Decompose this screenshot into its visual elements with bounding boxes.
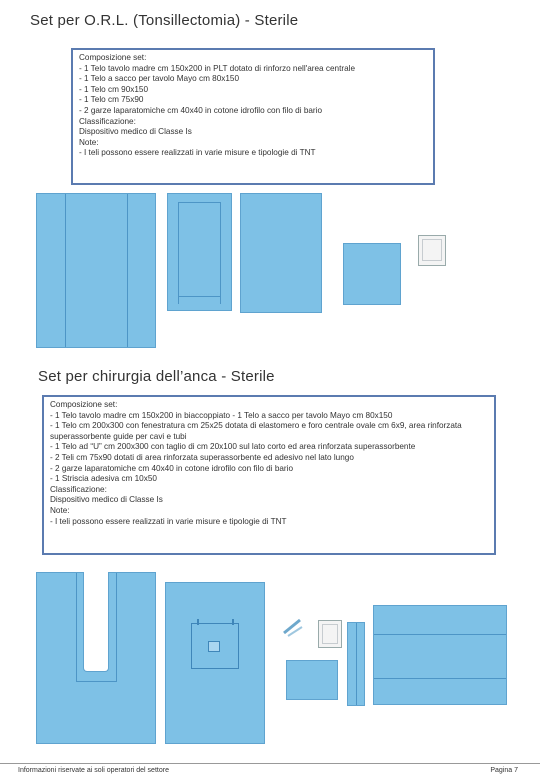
section2-line: Composizione set: xyxy=(50,400,118,409)
section2-line: - 1 Telo tavolo madre cm 150x200 in biaccoppiato - 1 Telo a sacco per tavolo Mayo cm 80x150 xyxy=(50,410,393,420)
section1-line: - 2 garze laparatomiche cm 40x40 in cotone idrofilo con filo di bario xyxy=(79,105,323,115)
gauze-image xyxy=(418,235,446,266)
page-number: Pagina 7 xyxy=(490,767,518,774)
section2-line: - 2 Teli cm 75x90 dotati di area rinforzata superassorbente ed adesivo nel lato lungo xyxy=(50,452,354,462)
section1-line: - 1 Telo cm 75x90 xyxy=(79,95,144,105)
footer-divider xyxy=(0,763,540,764)
section2-line: - 1 Striscia adesiva cm 10x50 xyxy=(50,474,157,484)
section2-line: Note: xyxy=(50,505,70,515)
section2-line: - 1 Telo ad “U” cm 200x300 con taglio di cm 20x100 sul lato corto ed area rinforzata superassorbente xyxy=(50,442,416,452)
section1-line: Dispositivo medico di Classe Is xyxy=(79,127,192,137)
section1-line: - 1 Telo a sacco per tavolo Mayo cm 80x150 xyxy=(79,74,240,84)
section1-line: Note: xyxy=(79,137,99,147)
footer-notice: Informazioni riservate ai soli operatori del settore xyxy=(18,767,169,774)
section1-line: - 1 Telo cm 90x150 xyxy=(79,84,149,94)
section2-line: - 2 garze laparatomiche cm 40x40 in cotone idrofilo con filo di bario xyxy=(50,463,294,473)
drape-75x90-image xyxy=(343,243,401,305)
section1-line: - 1 Telo tavolo madre cm 150x200 in PLT dotato di rinforzo nell'area centrale xyxy=(79,63,355,73)
u-drape-image xyxy=(36,572,156,744)
drape-90x150-image xyxy=(240,193,322,313)
section1-title: Set per O.R.L. (Tonsillectomia) - Sterile xyxy=(30,12,299,29)
drape-75x90-image-2 xyxy=(286,660,338,700)
section2-line: Dispositivo medico di Classe Is xyxy=(50,495,163,505)
section2-line: Classificazione: xyxy=(50,484,107,494)
section1-line: Composizione set: xyxy=(79,53,147,62)
section2-line: - 1 Telo cm 200x300 con fenestratura cm 25x25 dotata di elastomero e foro centrale ovale cm 6x9, area rinforzata superassorbente guide per cavi e tubi xyxy=(50,421,462,441)
section1-composition-box xyxy=(71,48,435,185)
mother-table-drape-image xyxy=(36,193,156,348)
mayo-bag-drape-image-2 xyxy=(347,622,365,706)
adhesive-strip-image xyxy=(282,617,304,639)
section2-composition-box xyxy=(42,395,496,555)
mother-table-drape-image-2 xyxy=(373,605,507,705)
section2-title: Set per chirurgia dell’anca - Sterile xyxy=(38,368,275,385)
section1-line: - I teli possono essere realizzati in varie misure e tipologie di TNT xyxy=(79,148,316,158)
section2-line: - I teli possono essere realizzati in varie misure e tipologie di TNT xyxy=(50,516,287,526)
mayo-bag-drape-image xyxy=(167,193,232,311)
section1-line: Classificazione: xyxy=(79,116,136,126)
gauze-image-2 xyxy=(318,620,342,648)
fenestrated-drape-image xyxy=(165,582,265,744)
